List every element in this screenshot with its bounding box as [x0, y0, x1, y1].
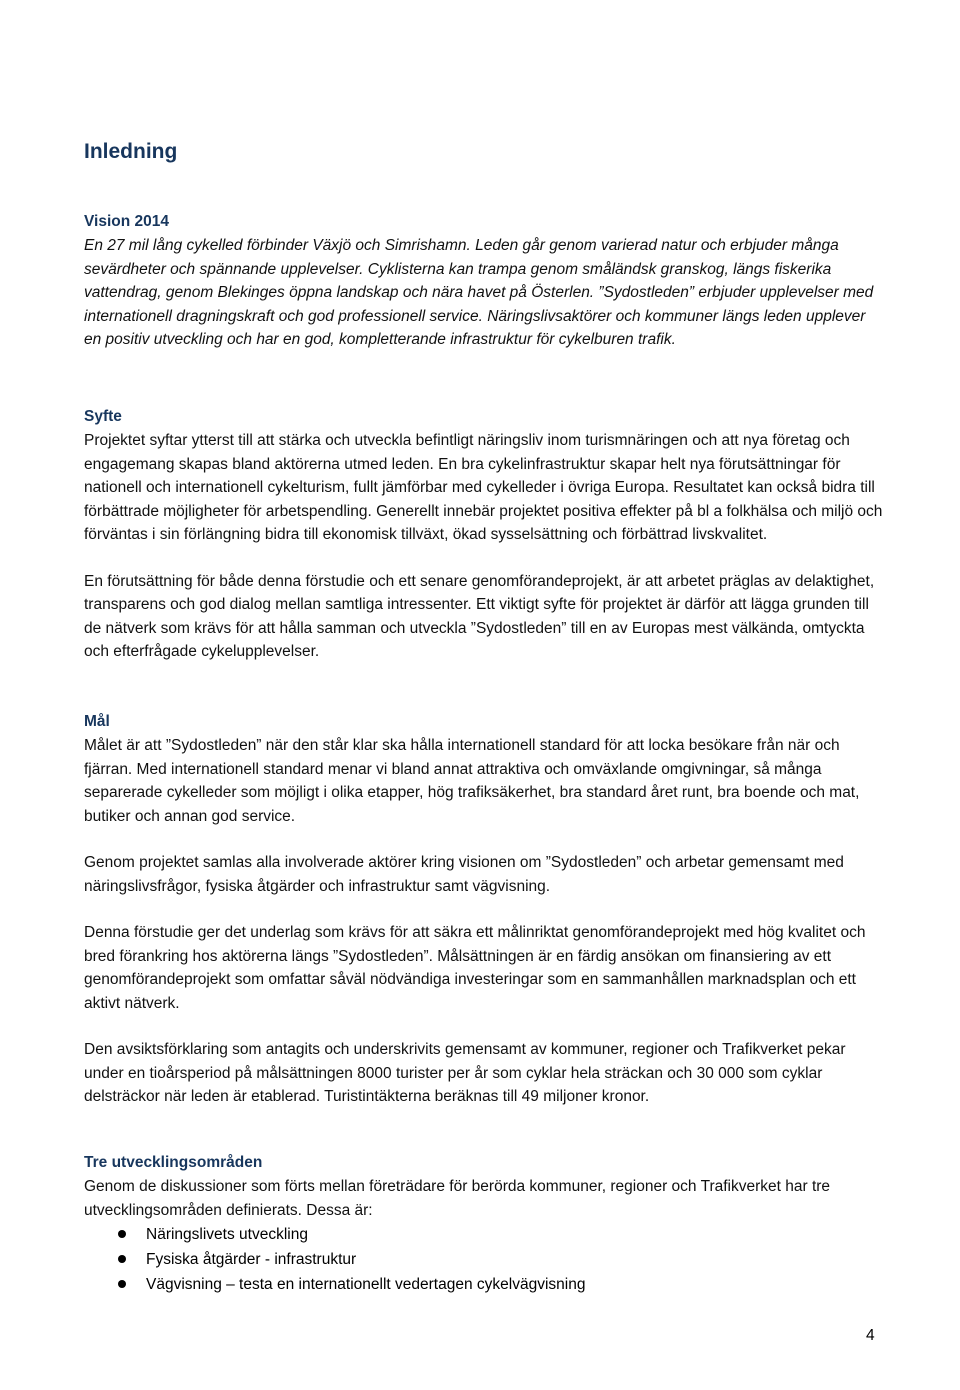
omraden-intro: Genom de diskussioner som förts mellan företrädare för berörda kommuner, regioner och Trafikverket har tre utvecklingsområden definierats. Dessa är:: [84, 1178, 831, 1219]
mal-paragraph-1: Målet är att ”Sydostleden” när den står klar ska hålla internationell standard för att locka besökare från när och fjärran. Med internationell standard menar vi bland annat attraktiva och omväxlande omgivningar, så många separerade cykelleder som möjligt i olika etapper, hög trafiksäkerhet, bra standard året runt, bra boende och mat, butiker och annan god service.: [84, 737, 860, 825]
list-item: Näringslivets utveckling: [84, 1222, 884, 1247]
omraden-heading: Tre utvecklingsområden: [84, 1154, 263, 1171]
omraden-list: [84, 1222, 884, 1297]
bullet-icon: [118, 1230, 126, 1238]
omraden-section: [84, 1151, 884, 1297]
mal-section: [84, 710, 884, 1109]
list-item: Vägvisning – testa en internationellt vedertagen cykelvägvisning: [84, 1272, 884, 1297]
mal-heading: Mål: [84, 713, 110, 730]
vision-text: En 27 mil lång cykelled förbinder Växjö och Simrishamn. Leden går genom varierad natur och erbjuder många sevärdheter och spännande upplevelser. Cyklisterna kan trampa genom småländsk granskog, längs fiskerika vattendrag, genom Blekinges öppna landskap och nära havet på Österlen. ”Sydostleden” erbjuder upplevelser med internationell dragningskraft och god professionell service. Näringslivsaktörer och kommuner längs leden upplever en positiv utveckling och har en god, kompletterande infrastruktur för cykelburen trafik.: [84, 237, 874, 348]
list-item: Fysiska åtgärder - infrastruktur: [84, 1247, 884, 1272]
syfte-section: [84, 405, 884, 664]
page-title: Inledning: [84, 140, 178, 163]
page-number: 4: [866, 1327, 875, 1344]
mal-paragraph-3: Denna förstudie ger det underlag som krävs för att säkra ett målinriktat genomförandeprojekt med hög kvalitet och bred förankring hos aktörerna längs ”Sydostleden”. Målsättningen är en färdig ansökan om finansiering av ett genomförandeprojekt som omfattar såväl nödvändiga investeringar som en sammanhållen marknadsplan och ett aktivt nätverk.: [84, 924, 866, 1012]
syfte-heading: Syfte: [84, 408, 122, 425]
syfte-paragraph-1: Projektet syftar ytterst till att stärka och utveckla befintligt näringsliv inom turismnäringen och att nya företag och engagemang skapas bland aktörerna utmed leden. En bra cykelinfrastruktur skapar helt nya förutsättningar för nationell och internationell cykelturism, fullt jämförbar med cykelleder i övriga Europa. Resultatet kan också bidra till förbättrade möjligheter för arbetspendling. Generellt innebär projektet positiva effekter på bl a folkhälsa och miljö och förväntas i sin förlängning bidra till ekonomisk tillväxt, ökad sysselsättning och förbättrad livskvalitet.: [84, 432, 883, 543]
bullet-icon: [118, 1255, 126, 1263]
mal-paragraph-2: Genom projektet samlas alla involverade aktörer kring visionen om ”Sydostleden” och arbetar gemensamt med näringslivsfrågor, fysiska åtgärder och infrastruktur samt vägvisning.: [84, 854, 844, 895]
vision-heading: Vision 2014: [84, 213, 170, 230]
syfte-paragraph-2: En förutsättning för både denna förstudie och ett senare genomförandeprojekt, är att arbetet präglas av delaktighet, transparens och god dialog mellan samtliga intressenter. Ett viktigt syfte för projektet är därför att lägga grunden till de nätverk som krävs för att hålla samman och utveckla ”Sydostleden” till en av Europas mest välkända, omtyckta och efterfrågade cykelupplevelser.: [84, 572, 875, 660]
vision-section: [84, 210, 884, 352]
bullet-icon: [118, 1280, 126, 1288]
mal-paragraph-4: Den avsiktsförklaring som antagits och underskrivits gemensamt av kommuner, regioner och Trafikverket pekar under en tioårsperiod på målsättningen 8000 turister per år som cyklar hela sträckan och 30 000 som cyklar delsträckor när leden är etablerad. Turistintäkterna beräknas till 49 miljoner kronor.: [84, 1041, 846, 1105]
